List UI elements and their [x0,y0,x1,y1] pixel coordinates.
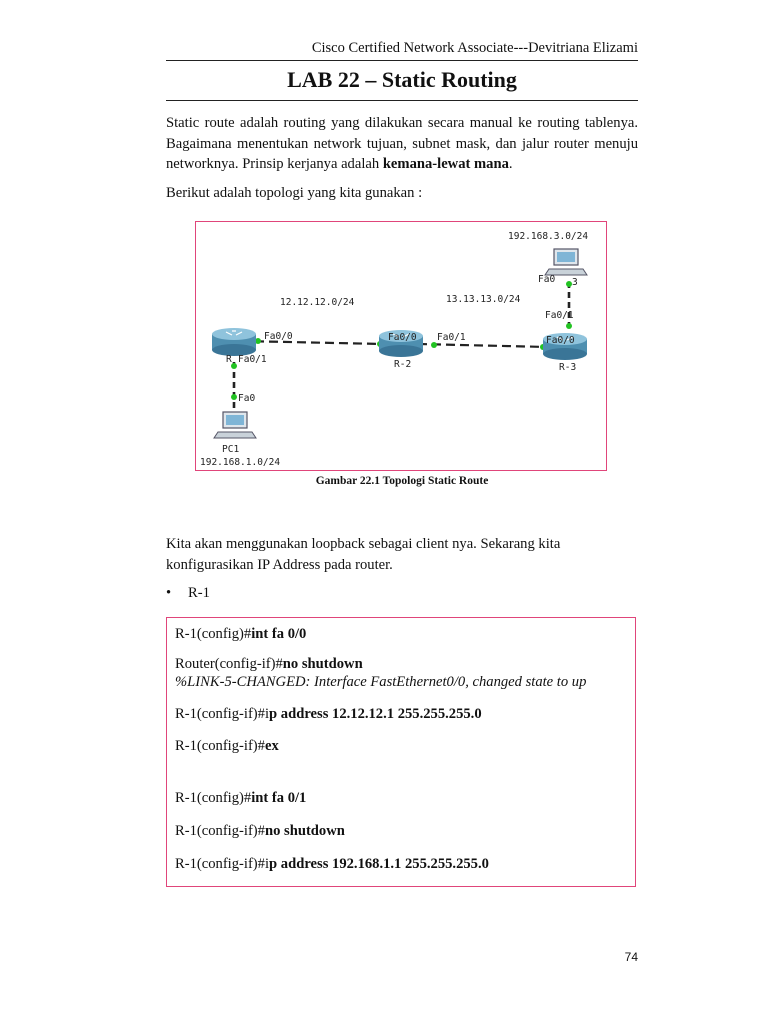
bullet-dot: • [166,585,172,601]
label-r1-fa00: Fa0/0 [264,331,293,342]
label-r3-name: R-3 [559,362,577,373]
intro-paragraph [166,113,638,175]
label-net-pc1: 192.168.1.0/24 [200,457,281,468]
link-r1-r2 [241,341,383,344]
config-line-5: R-1(config)#int fa 0/1 [175,790,307,806]
topology-intro: Berikut adalah topologi yang kita gunakan : [166,185,423,201]
router-r1-icon [212,328,256,356]
config-line-6: R-1(config-if)#no shutdown [175,823,345,839]
config-line-1: R-1(config)#int fa 0/0 [175,626,307,642]
topology-svg [196,222,605,469]
page-title: LAB 22 – Static Routing [287,67,517,92]
config-box [166,617,636,887]
figure-caption: Gambar 22.1 Topologi Static Route [315,475,489,487]
label-r2-name: R-2 [394,359,412,370]
label-pc1-name: PC1 [222,444,240,455]
label-net-r2-r3: 13.13.13.0/24 [446,294,521,305]
config-line-3: R-1(config-if)#ip address 12.12.12.1 255.255.255.0 [175,706,482,722]
label-pc3-fa0: Fa0 [538,274,556,285]
page-number: 74 [624,950,638,964]
intro-text-end: . [508,156,513,172]
config-message: %LINK-5-CHANGED: Interface FastEthernet0/0, changed state to up [175,674,587,690]
section-intro: Kita akan menggunakan loopback sebagai client nya. Sekarang kita konfigurasikan IP Address pada router. [166,536,561,573]
label-r3-fa01: Fa0/1 [545,310,574,321]
running-head: Cisco Certified Network Associate---Devitriana Elizami [311,40,638,56]
label-pc1-fa0: Fa0 [238,393,256,404]
bullet-item [166,585,210,602]
bullet-label: R-1 [188,585,210,601]
label-net-r1-r2: 12.12.12.0/24 [280,297,355,308]
port-r3-fa01 [566,323,572,329]
link-r2-r3 [418,344,548,347]
label-net-pc3: 192.168.3.0/24 [508,231,589,242]
config-line-4: R-1(config-if)#ex [175,738,279,754]
label-pc3-name: 3 [572,277,578,288]
intro-bold-phrase: kemana-lewat mana [382,156,509,172]
intro-text: Static route adalah routing yang dilakukan secara manual ke routing tablenya. Bagaimana menentukan network tujuan, subnet mask, dan jalur router menuju networknya. Prinsip kerjanya adalah [166,115,638,172]
topology-diagram [195,221,607,471]
pc1-icon [214,412,256,438]
header-rule [166,60,638,61]
label-r1-name: R [226,354,232,365]
config-line-7: R-1(config-if)#ip address 192.168.1.1 255.255.255.0 [175,856,489,872]
label-r1-fa01: Fa0/1 [238,354,267,365]
title-rule [166,100,638,101]
label-r3-fa00: Fa0/0 [546,335,575,346]
port-pc1-fa0 [231,394,237,400]
label-r2-fa00: Fa0/0 [388,332,417,343]
pc3-icon [545,249,587,275]
config-line-2: Router(config-if)#no shutdown [175,656,363,672]
label-r2-fa01: Fa0/1 [437,332,466,343]
